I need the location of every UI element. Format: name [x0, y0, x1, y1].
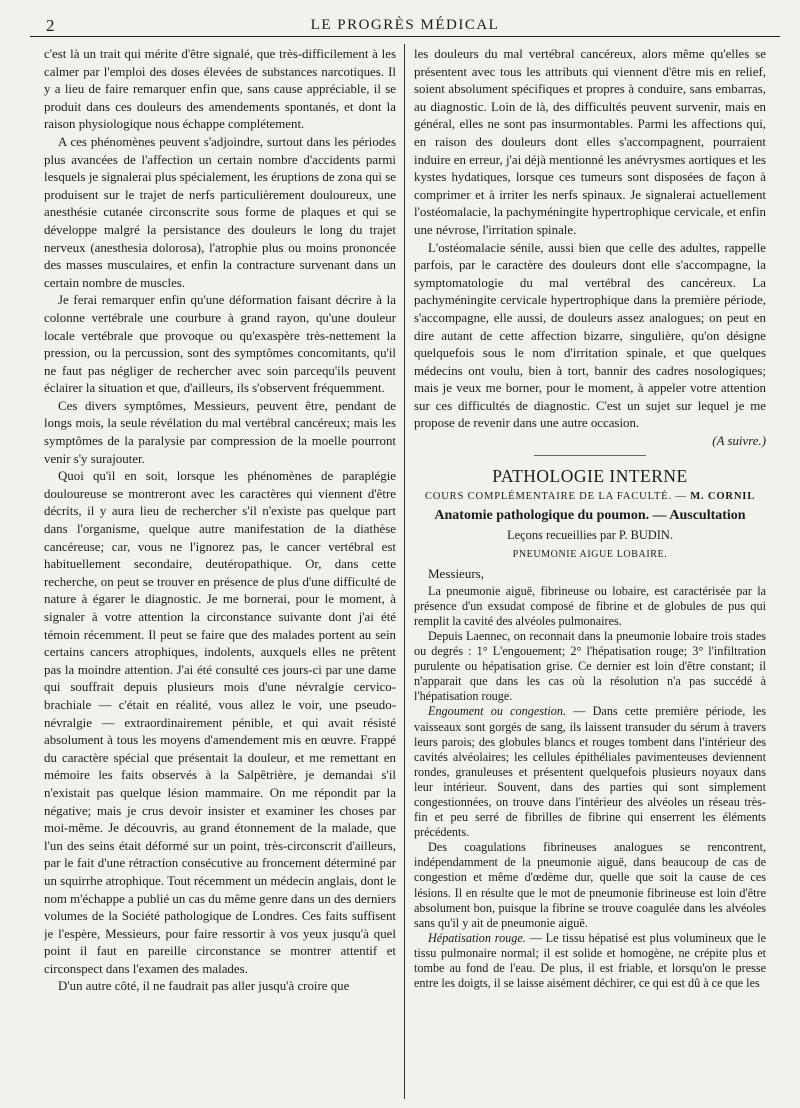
paragraph-heading: Engoument ou congestion. [428, 704, 566, 719]
section-title: PATHOLOGIE INTERNE [492, 465, 688, 486]
paragraph: Depuis Laennec, on reconnait dans la pneumonie lobaire trois stades ou degrés : 1° L'engouement; 2° l'hépatisation rouge; 3° l'infiltration purulente ou hépatisation grise. Ce dernier est loin d'être constant; il n'apparait que dans les cas où la résolution n'a pas succédé à l'hépatisation rouge. [414, 628, 766, 704]
left-column [44, 46, 396, 1098]
subheading: PNEUMONIE AIGUE LOBAIRE. [512, 548, 668, 560]
column-divider [404, 44, 405, 1099]
to-be-continued: (A suivre.) [712, 434, 766, 449]
paragraph: c'est là un trait qui mérite d'être signalé, que très-difficilement à les calmer par l'emploi des doses élevées de substances narcotiques. Il y a lieu de faire remarquer enfin que, sans cause appréciable, il se produit dans ces douleurs des amendements spontanés, et dont la raison physiologique nous échappe complétement. [44, 47, 396, 132]
section-rule [534, 455, 646, 456]
course-author: M. CORNIL [690, 490, 756, 502]
paragraph: La pneumonie aiguë, fibrineuse ou lobaire, est caractérisée par la présence d'un exsudat composé de fibrine et de globules de pus qui remplit la cavité des alvéoles pulmonaires. [414, 583, 766, 628]
paragraph: les douleurs du mal vertébral cancéreux, alors même qu'elles se présentent avec tous les attributs qui viennent d'être mis en relief, soient absolument spécifiques et propres à conduire, sans embarras, au diagnostic. Loin de là, des difficultés peuvent survenir, mais en général, elles ne sont pas insurmontables. Parmi les affections qui, en raison des douleurs dont elles s'accompagnent, pourraient induire en erreur, j'ai déjà mentionné les anévrysmes aortiques et les kystes hydatiques, lorsque ces tumeurs sont disposées de façon à comprimer et à irriter les nerfs spinaux. Je signalerai actuellement l'ostéomalacie, la pachyméningite hypertrophique cervicale, et enfin une névrose, l'irritation spinale. [414, 47, 766, 237]
paragraph: Des coagulations fibrineuses analogues se rencontrent, indépendamment de la pneumonie aiguë, dans beaucoup de cas de congestion et même d'œdème dur, quelle que soit la cause de ces lésions. Il en résulte que le mot de pneumonie fibrineuse est loin d'être absolument bon, puisque la fibrine se trouve coagulée dans les alvéoles sans qu'il y ait de pneumonie aiguë. [414, 840, 766, 930]
paragraph: Quoi qu'il en soit, lorsque les phénomènes de paraplégie douloureuse se montreront avec les caractères qui viennent d'être décrits, il y aura lieu de rechercher s'il n'existe pas quelque part dans l'organisme, quelque autre manifestation de la diathèse cancéreuse; car, vous ne l'ignorez pas, le cancer vertébral est habituellement secondaire, deutéropathique. Or, dans cette recherche, on peut se trouver en présence de plus d'une difficulté de nature à égarer le diagnostic. Je me bornerai, pour le moment, à signaler à votre attention la circonstance suivante dont j'ai été témoin récemment. Il peut se faire que des malades portent au sein certains cancers atrophiques, indolents, auxquels elles ne prêtent pas la moindre attention. J'ai été consulté ces jours-ci par une dame qui souffrait depuis plusieurs mois d'une névralgie cervico-brachiale — c'était en réalité, vous allez le voir, une pseudo-névralgie — extraordinairement pénible, et qui avait résisté absolument à tous les moyens d'amendement mis en œuvre. Frappé du caractère spécial que présentait la douleur, et me remettant en mémoire les faits observés à la Salpêtrière, je demandai s'il n'existait pas quelque lésion mammaire. On me répondit par la négative; mais je crus devoir insister et examiner les choses par moi-même. Je découvris, au grand étonnement de la malade, que l'un des seins était déformé sur un point, très-circonscrit d'ailleurs, par le fait d'une rétraction consécutive au froncement déterminé par un squirrhe atrophique. Tout récemment un médecin anglais, dont le nom m'échappe a publié un cas du même genre dans un des derniers volumes de la Société pathologique de Londres. Ces faits suffisent je l'espère, Messieurs, pour faire ressortir à vos yeux jusqu'à quel point il faut en pareille circonstance se montrer attentif et circonspect dans l'examen des malades. [44, 469, 396, 976]
course-name: COURS COMPLÉMENTAIRE DE LA FACULTÉ. — [424, 490, 687, 502]
paragraph: Je ferai remarquer enfin qu'une déformation faisant décrire à la colonne vertébrale une courbure à grand rayon, qu'une douleur locale vertébrale que provoque ou qu'exaspère très-nettement la pression, ou la percussion, sont des symptômes concomitants, qu'il ne faut pas négliger de rechercher avec soin parcequ'ils peuvent éclairer la situation et que, d'ailleurs, ils s'observent fréquemment. [44, 293, 396, 396]
paragraph [414, 931, 766, 991]
collected-by: Leçons recueillies par P. BUDIN. [507, 527, 673, 542]
paragraph: L'ostéomalacie sénile, aussi bien que celle des adultes, rappelle parfois, par le caractère des douleurs dont elle s'accompagne, la symptomatologie du mal vertébral des cancéreux. La pachyméningite cervicale hypertrophique dans la première période, s'accompagne, elle aussi, de douleurs assez analogues; on peut en dire autant de cette affection bizarre, singulière, qu'on désigne quelquefois sous le nom d'irritation spinale, et que quelques médecins ont voulu, bien à tort, bannir des cadres nosologiques; mais je veux me borner, pour le moment, à appeler votre attention sur ces difficultés de diagnostic. C'est un sujet sur lequel je me propose de revenir dans une autre occasion. [414, 240, 766, 431]
course-line [414, 491, 766, 502]
page-header [30, 10, 780, 37]
journal-title: LE PROGRÈS MÉDICAL [310, 17, 500, 33]
paragraph: A ces phénomènes peuvent s'adjoindre, surtout dans les périodes plus avancées de l'affection un certain nombre d'accidents parmi lesquels je signalerai plus spécialement, les éruptions de zona qui se produisent sur le trajet de nerfs particulièrement douloureux, une anesthésie cutanée circonscrite sous forme de plaques et qui se développe malgré la persistance des douleurs le long du trajet nerveux (anesthesia dolorosa), l'atrophie plus ou moins prononcée des masses musculaires, et enfin la contracture survenant dans un certain nombre de muscles. [44, 134, 396, 290]
paragraph: Ces divers symptômes, Messieurs, peuvent être, pendant de longs mois, la seule révélation du mal vertébral cancéreux; mais les symptômes de la paralysie par compression de la moelle pourront venir s'y surajouter. [44, 398, 396, 466]
paragraph-heading: Hépatisation rouge. [428, 930, 526, 945]
paragraph: D'un autre côté, il ne faudrait pas aller jusqu'à croire que [58, 979, 350, 994]
paragraph-text: — Le tissu hépatisé est plus volumineux que le tissu pulmonaire normal; il est solide et homogène, ne crépite plus et tombe au fond de l'eau. De plus, il est friable, et lorsqu'on le presse entre les doigts, il se laisse aisément déchirer, ce qui est dû à ce que les [414, 930, 766, 991]
salutation: Messieurs, [428, 565, 484, 581]
lecture-title: Anatomie pathologique du poumon. — Auscultation [434, 507, 746, 523]
paragraph-text: — Dans cette première période, les vaisseaux sont gorgés de sang, ils laissent transuder du sérum à travers leurs parois; des globules blancs et rouges tombent dans l'intérieur des cavités alvéolaires; les cellules épithéliales pavimenteuses deviennent rondes, granuleuses et présentent quelquefois plusieurs noyaux dans leur intérieur. Souvent, dans des parties qui sont simplement congestionnées, on trouve dans l'intérieur des alvéoles un réseau très-fin et peu serré de fibrilles de fibrine qui enserrent les éléments précédents. [414, 704, 766, 840]
page-number: 2 [46, 16, 55, 35]
paragraph [414, 704, 766, 840]
right-column [414, 46, 766, 1098]
